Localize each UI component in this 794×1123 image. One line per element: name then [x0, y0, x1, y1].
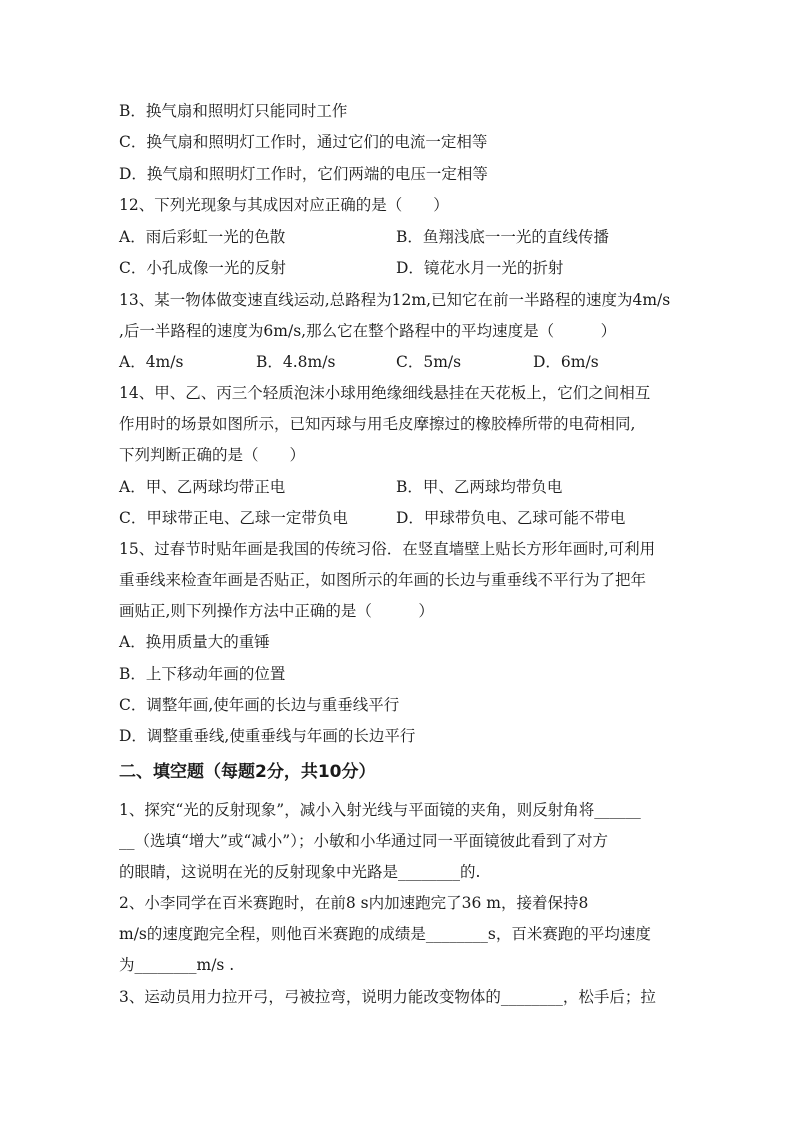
fill2-line-1: 2、小李同学在百米赛跑时，在前8 s内加速跑完了36 m，接着保持8 — [119, 894, 589, 912]
fill1-line-3: 的眼睛，这说明在光的反射现象中光路是________的. — [119, 863, 481, 881]
fill1-line-1: 1、探究“光的反射现象”，减小入射光线与平面镜的夹角，则反射角将______ — [119, 801, 641, 819]
q12-option-d: D．镜花水月一光的折射 — [396, 259, 564, 277]
q11-option-d: D．换气扇和照明灯工作时，它们两端的电压一定相等 — [119, 165, 488, 183]
q11-option-c: C．换气扇和照明灯工作时，通过它们的电流一定相等 — [119, 133, 488, 151]
q12-option-b: B．鱼翔浅底一一光的直线传播 — [396, 228, 609, 246]
q11-option-b: B．换气扇和照明灯只能同时工作 — [119, 102, 348, 120]
q13-option-b: B．4.8m/s — [256, 353, 336, 371]
fill2-line-2: m/s的速度跑完全程，则他百米赛跑的成绩是________s，百米赛跑的平均速度 — [119, 925, 651, 943]
q15-option-b: B．上下移动年画的位置 — [119, 665, 286, 683]
q14-stem-line-1: 14、甲、乙、丙三个轻质泡沫小球用绝缘细线悬挂在天花板上，它们之间相互 — [119, 384, 651, 402]
q12-option-row-1 — [119, 227, 285, 247]
q13-option-c: C．5m/s — [396, 353, 462, 371]
q13-option-a: A．4m/s — [119, 353, 184, 371]
fill3-line-1: 3、运动员用力拉开弓，弓被拉弯，说明力能改变物体的________，松手后；拉 — [119, 988, 656, 1006]
q12-option-c: C．小孔成像一光的反射 — [119, 259, 286, 277]
q15-stem-line-2: 重垂线来检查年画是否贴正，如图所示的年画的长边与重垂线不平行为了把年 — [119, 571, 647, 589]
q14-option-d: D．甲球带负电、乙球可能不带电 — [396, 509, 626, 527]
q14-option-a: A．甲、乙两球均带正电 — [119, 478, 286, 496]
fill1-line-2: __（选填“增大”或“减小”）；小敏和小华通过同一平面镜彼此看到了对方 — [119, 832, 608, 850]
q15-option-a: A．换用质量大的重锤 — [119, 633, 270, 651]
q14-stem-line-3: 下列判断正确的是（ ） — [119, 446, 306, 464]
q15-option-d: D．调整重垂线,使重垂线与年画的长边平行 — [119, 727, 416, 745]
q13-stem-line-1: 13、某一物体做变速直线运动,总路程为12m,已知它在前一半路程的速度为4m/s — [119, 291, 671, 309]
q14-stem-line-2: 作用时的场景如图所示，已知丙球与用毛皮摩擦过的橡胶棒所带的电荷相同, — [119, 415, 636, 433]
q12-option-a: A．雨后彩虹一光的色散 — [119, 228, 286, 246]
q14-option-b: B．甲、乙两球均带负电 — [396, 478, 563, 496]
q14-option-c: C．甲球带正电、乙球一定带负电 — [119, 509, 348, 527]
q15-stem-line-1: 15、过春节时贴年画是我国的传统习俗．在竖直墙壁上贴长方形年画时,可利用 — [119, 540, 656, 558]
q13-option-d: D．6m/s — [533, 353, 599, 371]
q15-stem-line-3: 画贴正,则下列操作方法中正确的是（ ） — [119, 602, 434, 620]
fill2-line-3: 为________m/s . — [119, 956, 235, 974]
q15-option-c: C．调整年画,使年画的长边与重垂线平行 — [119, 696, 400, 714]
q12-stem: 12、下列光现象与其成因对应正确的是（ ） — [119, 196, 449, 214]
q13-stem-line-2: ,后一半路程的速度为6m/s,那么它在整个路程中的平均速度是（ ） — [119, 322, 617, 340]
section-heading: 二、填空题（每题2分，共10分） — [119, 762, 376, 782]
